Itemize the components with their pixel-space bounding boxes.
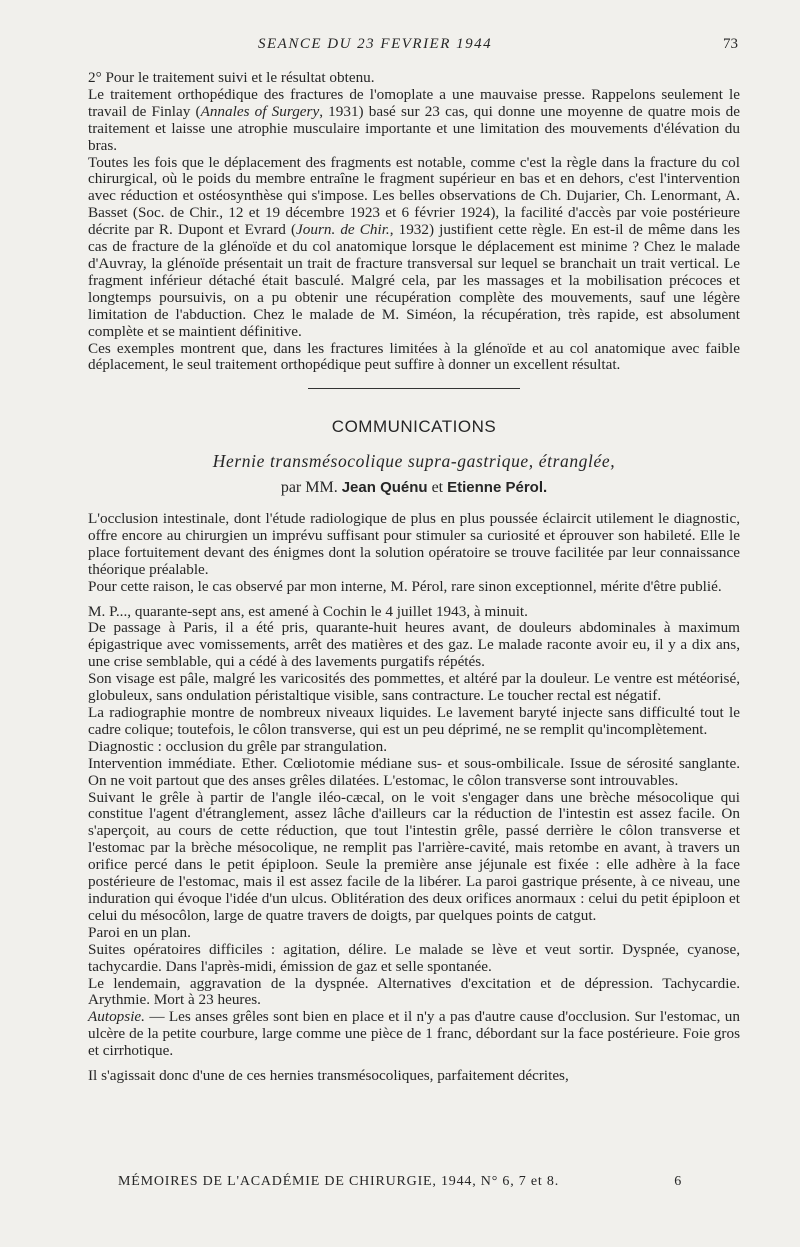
running-header <box>88 36 738 58</box>
case-paragraph: Suites opératoires difficiles : agitation, délire. Le malade se lève et veut sortir. Dyspnée, cyanose, tachycardie. Dans l'après-midi, émission de gaz et selle spontanée. <box>88 940 740 975</box>
case-paragraph: Suivant le grêle à partir de l'angle iléo-cæcal, on le voit s'engager dans une brèche mésocolique qui constitue l'agent d'étranglement, assez lâche d'ailleurs car la réduction de l'intestin est assez facile. On s'aperçoit, au cours de cette réduction, que tout l'intestin grêle, passé derrière le côlon transverse et l'estomac par la brèche mésocolique, ne remplit pas l'arrière-cavité, mais retombe en avant, à travers un orifice percé dans le petit épiploon. Seule la première anse jéjunale est fixée : elle adhère à la face postérieure de l'estomac, mais il est assez facile de la libérer. La paroi gastrique présente, à ce niveau, une induration qui évoque l'idée d'un ulcus. Oblitération des deux orifices anormaux : celui du petit épiploon et celui du mésocôlon, large de quatre travers de doigts, par quelques points de catgut. <box>88 788 740 924</box>
section-heading: COMMUNICATIONS <box>331 417 497 437</box>
case-report <box>88 604 740 1010</box>
autopsy-paragraph <box>88 1009 740 1060</box>
intro-paragraph-1 <box>88 70 740 87</box>
author-name: Etienne Pérol. <box>447 479 548 497</box>
case-paragraph: Paroi en un plan. <box>88 923 191 941</box>
case-paragraph: Le lendemain, aggravation de la dyspnée. Alternatives d'excitation et de dépression. Tachycardie. Arythmie. Mort à 23 heures. <box>88 974 740 1009</box>
article-paragraph: L'occlusion intestinale, dont l'étude radiologique de plus en plus poussée éclaircit utilement le diagnostic, offre encore au chirurgien un imprévu suffisant pour stimuler sa curiosité et éprouver son habileté. Elle le place fortuitement devant des énigmes dont la solution opératoire se trouve facilitée par leur connaissance théorique préalable. <box>88 510 740 578</box>
case-paragraph: De passage à Paris, il a été pris, quarante-huit heures avant, de douleurs abdominales à maximum épigastrique avec vomissements, arrêt des matières et des gaz. Le malade raconte avoir eu, il y a dix ans, une crise semblable, qui a cédé à des lavements purgatifs répétés. <box>88 619 740 671</box>
case-paragraph: Son visage est pâle, malgré les varicosités des pommettes, et altéré par la douleur. Le ventre est météorisé, globuleux, sans ondulation péristaltique visible, sans contracture. Le toucher rectal est négatif. <box>88 670 740 705</box>
page-body <box>88 70 740 1085</box>
intro-paragraph-3 <box>88 155 740 341</box>
autopsy-text: — Les anses grêles sont bien en place et il n'y a pas d'autre cause d'occlusion. Sur l'estomac, un ulcère de la petite courbure, large comme une pièce de 1 franc, débordant sur la face postérieure. Foie gros et cirrhotique. <box>88 1008 740 1060</box>
article-paragraph: Pour cette raison, le cas observé par mon interne, M. Pérol, rare sinon exceptionnel, mérite d'être publié. <box>88 577 722 595</box>
case-paragraph: M. P..., quarante-sept ans, est amené à Cochin le 4 juillet 1943, à minuit. <box>88 602 528 620</box>
intro-paragraph-4: Ces exemples montrent que, dans les fractures limitées à la glénoïde et au col anatomique avec faible déplacement, le seul traitement orthopédique peut suffire à donner un excellent résultat. <box>88 339 740 374</box>
intro-p3b-text: , 1932) justifient cette règle. En est-il de même dans les cas de fracture de la glénoïde et du col anatomique lorsque le déplacement est minime ? Chez le malade d'Auvray, la glénoïde présentait un trait de fracture transversal sur lequel se branchait un trait vertical. Le fragment inférieur détaché était basculé. Malgré cela, par les massages et la mobilisation précoces et longtemps poursuivis, on a pu obtenir une récupération complète des mouvements, sauf une légère limitation de l'abduction. Chez le malade de M. Siméon, la récupération, très rapide, est absolument complète et se maintient définitive. <box>88 221 740 340</box>
journal-reference: Annales of Surgery <box>200 102 320 120</box>
article-byline <box>88 480 740 497</box>
closing-paragraph: Il s'agissait donc d'une de ces hernies transmésocoliques, parfaitement décrites, <box>88 1067 569 1085</box>
author-name: Jean Quénu <box>341 479 428 497</box>
page-footer <box>118 1174 682 1194</box>
case-paragraph: La radiographie montre de nombreux niveaux liquides. Le lavement baryté injecte sans difficulté tout le cadre colique; toutefois, le côlon transverse, qui est un peu déprimé, ne se remplit qu'incomplètement. <box>88 704 740 738</box>
section-divider <box>308 388 520 389</box>
intro-paragraph-2 <box>88 87 740 155</box>
page-number: 73 <box>723 36 738 52</box>
journal-reference: Journ. de Chir. <box>296 221 390 239</box>
signature-mark: 6 <box>674 1174 682 1189</box>
case-paragraph: Diagnostic : occlusion du grêle par strangulation. <box>88 737 388 755</box>
byline-conjunction: et <box>431 479 444 497</box>
autopsy-label: Autopsie. <box>88 1008 145 1026</box>
intro-p3a-text: Toutes les fois que le déplacement des fragments est notable, comme c'est la règle dans la fracture du col chirurgical, où le poids du membre entraîne le fragment supérieur en bas et en dehors, c'est l'intervention avec réduction et ostéosynthèse qui s'impose. Les belles observations de Ch. Dujarier, Ch. Lenormant, A. Basset (Soc. de Chir., 12 et 19 décembre 1923 et 6 février 1924), la facilité d'accès par voie postérieure décrite par R. Dupont et Evrard ( <box>88 153 740 239</box>
footer-citation: MÉMOIRES DE L'ACADÉMIE DE CHIRURGIE, 1944, N° 6, 7 et 8. <box>118 1174 560 1189</box>
case-paragraph: Intervention immédiate. Ether. Cœliotomie médiane sus- et sous-ombilicale. Issue de sérosité sanglante. On ne voit partout que des anses grêles dilatées. L'estomac, le côlon transverse sont introuvables. <box>88 754 740 789</box>
intro-p2b-text: , 1931) basé sur 23 cas, qui donne une moyenne de quatre mois de traitement et laisse une atrophie musculaire importante et une limitation des mouvements d'élévation du bras. <box>88 102 741 154</box>
intro-p2a-text: Le traitement orthopédique des fractures de l'omoplate a une mauvaise presse. Rappelons seulement le travail de Finlay ( <box>88 85 740 120</box>
byline-prefix: par MM. <box>280 479 338 497</box>
intro-p1-text: 2° Pour le traitement suivi et le résultat obtenu. <box>88 69 375 86</box>
header-title: SEANCE DU 23 FEVRIER 1944 <box>258 36 493 52</box>
article-title: Hernie transmésocolique supra-gastrique, étranglée, <box>212 451 616 472</box>
